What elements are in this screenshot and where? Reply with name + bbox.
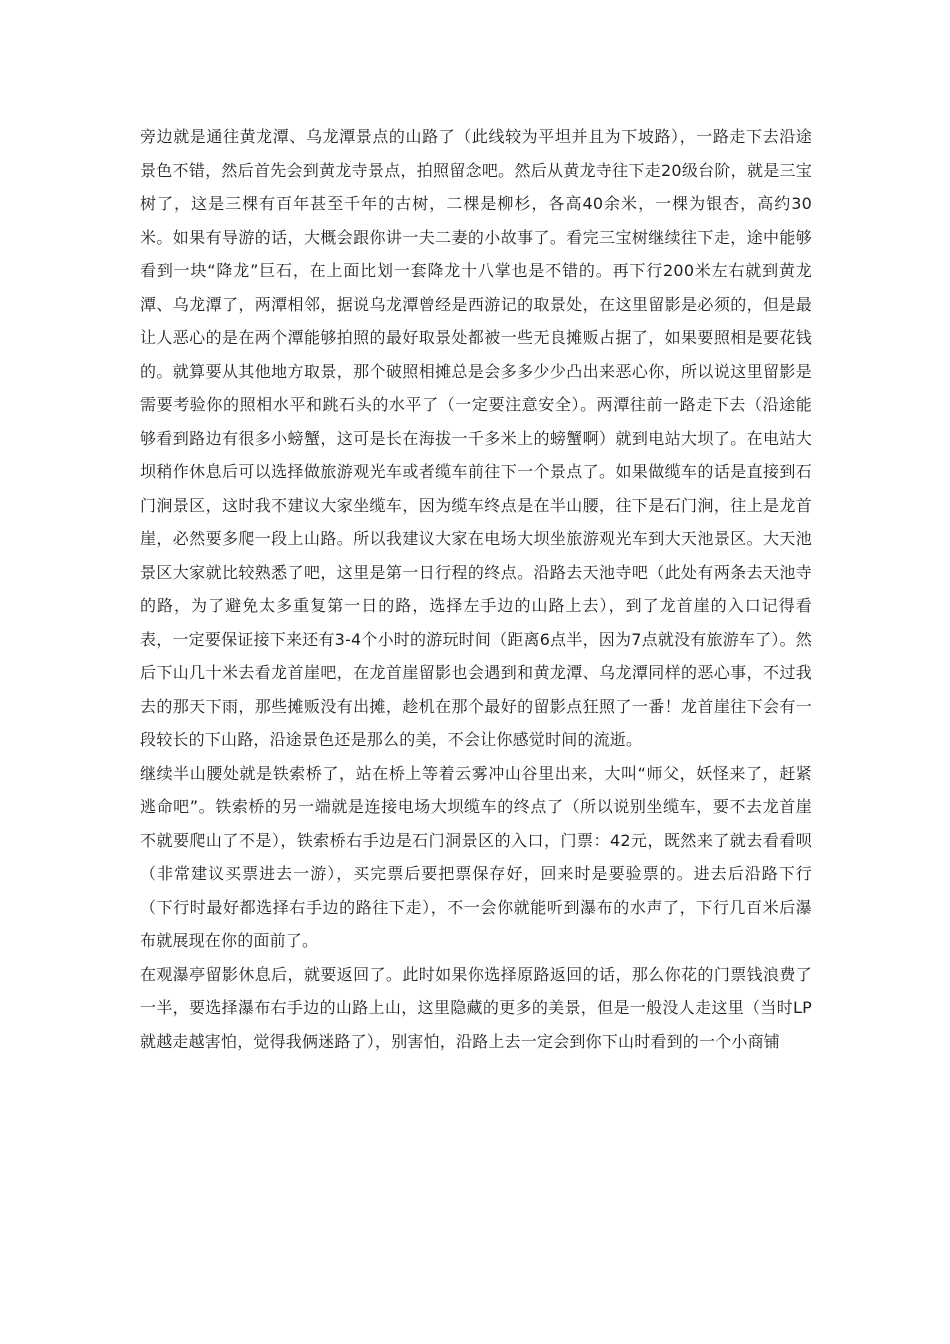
paragraph-3: 在观瀑亭留影休息后，就要返回了。此时如果你选择原路返回的话，那么你花的门票钱浪费了一半，要选择瀑布右手边的山路上山，这里隐藏的更多的美景，但是一般没人走这里（当时LP就越走越害怕，觉得我俩迷路了），别害怕，沿路上去一定会到你下山时看到的一个小商铺 (140, 964, 812, 1051)
paragraph-1: 旁边就是通往黄龙潭、乌龙潭景点的山路了（此线较为平坦并且为下坡路），一路走下去沿途景色不错，然后首先会到黄龙寺景点，拍照留念吧。然后从黄龙寺往下走20级台阶，就是三宝树了，这是三棵有百年甚至千年的古树，二棵是柳杉，各高40余米，一棵为银杏，高约30米。如果有导游的话，大概会跟你讲一夫二妻的小故事了。看完三宝树继续往下走，途中能够看到一块“降龙”巨石，在上面比划一套降龙十八掌也是不错的。再下行200米左右就到黄龙潭、乌龙潭了，两潭相邻，据说乌龙潭曾经是西游记的取景处，在这里留影是必须的，但是最让人恶心的是在两个潭能够拍照的最好取景处都被一些无良摊贩占据了，如果要照相是要花钱的。就算要从其他地方取景，那个破照相摊总是会多多少少凸出来恶心你，所以说这里留影是需要考验你的照相水平和跳石头的水平了（一定要注意安全）。两潭往前一路走下去（沿途能够看到路边有很多小螃蟹，这可是长在海拔一千多米上的螃蟹啊）就到电站大坝了。在电站大坝稍作休息后可以选择做旅游观光车或者缆车前往下一个景点了。如果做缆车的话是直接到石门涧景区，这时我不建议大家坐缆车，因为缆车终点是在半山腰，往下是石门涧，往上是龙首崖，必然要多爬一段上山路。所以我建议大家在电场大坝坐旅游观光车到大天池景区。大天池景区大家就比较熟悉了吧，这里是第一日行程的终点。沿路去天池寺吧（此处有两条去天池寺的路，为了避免太多重复第一日的路，选择左手边的山路上去），到了龙首崖的入口记得看表，一定要保证接下来还有3-4个小时的游玩时间（距离6点半，因为7点就没有旅游车了）。然后下山几十米去看龙首崖吧，在龙首崖留影也会遇到和黄龙潭、乌龙潭同样的恶心事，不过我去的那天下雨，那些摊贩没有出摊，趁机在那个最好的留影点狂照了一番！龙首崖往下会有一段较长的下山路，沿途景色还是那么的美，不会让你感觉时间的流逝。 (140, 127, 812, 749)
paragraph-2: 继续半山腰处就是铁索桥了，站在桥上等着云雾冲山谷里出来，大叫“师父，妖怪来了，赶紧逃命吧”。铁索桥的另一端就是连接电场大坝缆车的终点了（所以说别坐缆车，要不去龙首崖不就要爬山了不是），铁索桥右手边是石门洞景区的入口，门票：42元，既然来了就去看看呗（非常建议买票进去一游），买完票后要把票保存好，回来时是要验票的。进去后沿路下行（下行时最好都选择右手边的路往下走），不一会你就能听到瀑布的水声了，下行几百米后瀑布就展现在你的面前了。 (140, 763, 812, 950)
document-body (140, 120, 812, 1058)
